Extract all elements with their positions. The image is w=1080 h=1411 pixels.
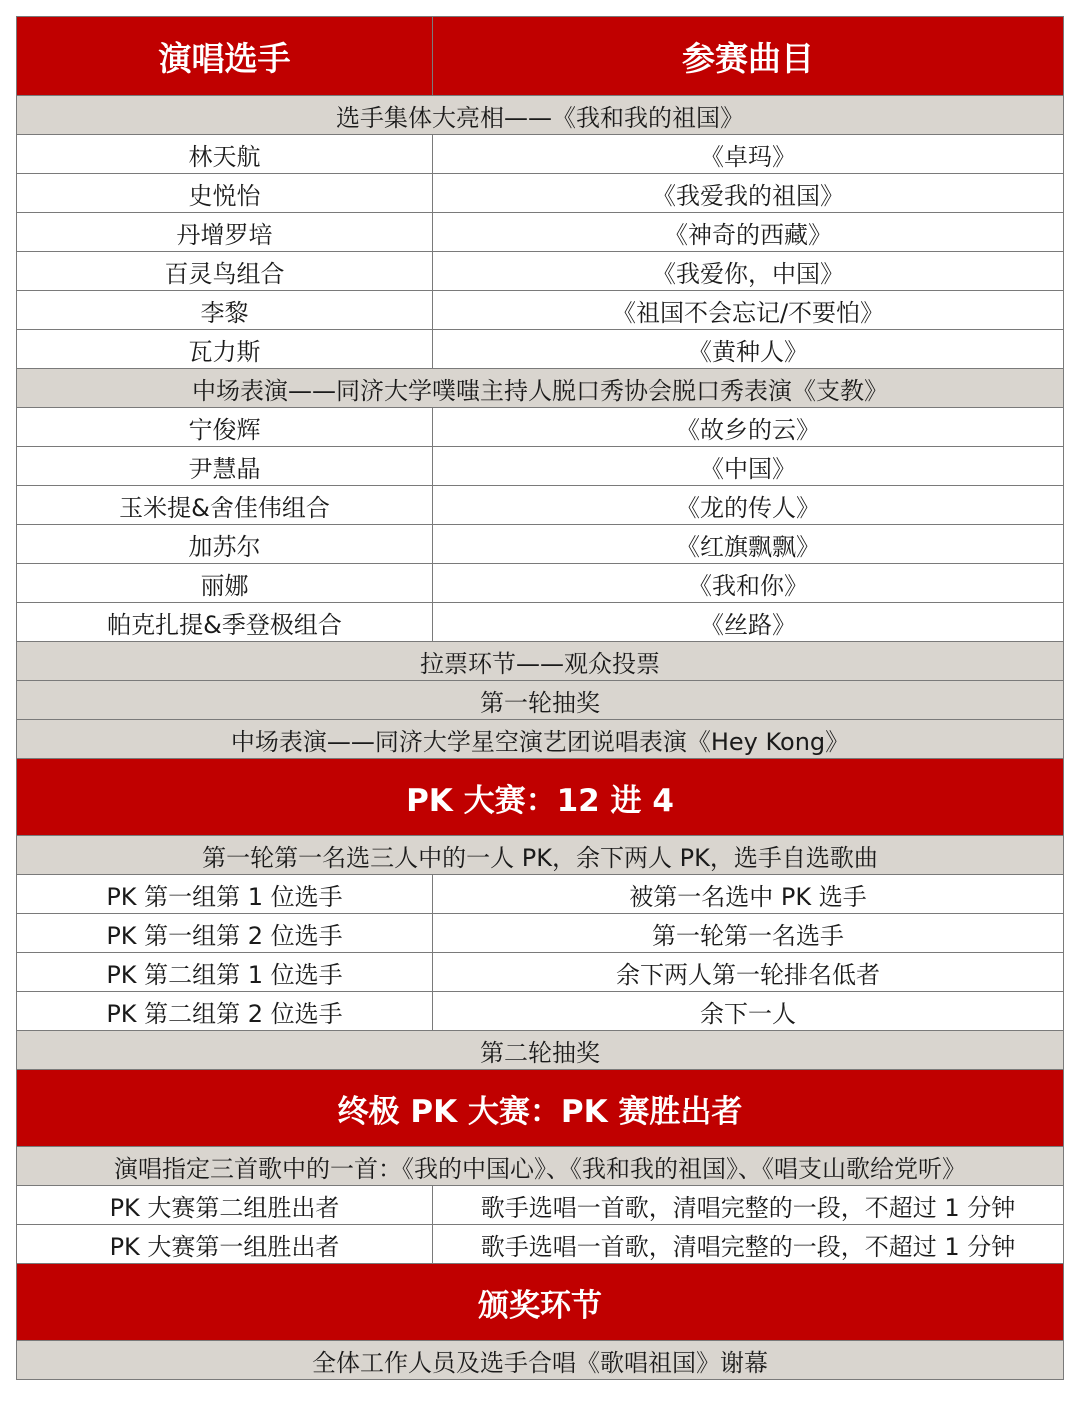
song-cell: 《神奇的西藏》 <box>433 213 1064 252</box>
segment-text: 演唱指定三首歌中的一首：《我的中国心》、《我和我的祖国》、《唱支山歌给党听》 <box>17 1147 1064 1186</box>
segment-text: 中场表演——同济大学星空演艺团说唱表演《Hey Kong》 <box>17 720 1064 759</box>
song-cell: 第一轮第一名选手 <box>433 914 1064 953</box>
table-row <box>17 525 1064 564</box>
segment-row <box>17 720 1064 759</box>
table-row <box>17 953 1064 992</box>
segment-text: 第一轮第一名选三人中的一人 PK，余下两人 PK，选手自选歌曲 <box>17 836 1064 875</box>
song-cell: 《红旗飘飘》 <box>433 525 1064 564</box>
table-row <box>17 486 1064 525</box>
segment-row <box>17 1147 1064 1186</box>
singer-cell: 百灵鸟组合 <box>17 252 433 291</box>
song-cell: 《黄种人》 <box>433 330 1064 369</box>
segment-row <box>17 369 1064 408</box>
song-cell: 《丝路》 <box>433 603 1064 642</box>
table-row <box>17 914 1064 953</box>
table-row <box>17 330 1064 369</box>
segment-row <box>17 642 1064 681</box>
song-cell: 余下两人第一轮排名低者 <box>433 953 1064 992</box>
singer-cell: PK 第二组第 2 位选手 <box>17 992 433 1031</box>
section-header-row <box>17 1070 1064 1147</box>
segment-text: 中场表演——同济大学噗嗤主持人脱口秀协会脱口秀表演《支教》 <box>17 369 1064 408</box>
singer-cell: 尹慧晶 <box>17 447 433 486</box>
song-cell: 余下一人 <box>433 992 1064 1031</box>
song-cell: 《祖国不会忘记/不要怕》 <box>433 291 1064 330</box>
singer-cell: 林天航 <box>17 135 433 174</box>
singer-cell: 宁俊辉 <box>17 408 433 447</box>
singer-cell: PK 大赛第二组胜出者 <box>17 1186 433 1225</box>
song-cell: 歌手选唱一首歌，清唱完整的一段，不超过 1 分钟 <box>433 1225 1064 1264</box>
table-row <box>17 408 1064 447</box>
section-header-row <box>17 759 1064 836</box>
section-header-row <box>17 1264 1064 1341</box>
section-title: 终极 PK 大赛：PK 赛胜出者 <box>17 1070 1064 1147</box>
segment-row <box>17 1031 1064 1070</box>
singer-cell: PK 第一组第 1 位选手 <box>17 875 433 914</box>
program-table <box>16 16 1064 1380</box>
singer-cell: 丹增罗培 <box>17 213 433 252</box>
header-singer: 演唱选手 <box>17 17 433 96</box>
segment-text: 拉票环节——观众投票 <box>17 642 1064 681</box>
segment-row <box>17 1341 1064 1380</box>
segment-text: 选手集体大亮相——《我和我的祖国》 <box>17 96 1064 135</box>
song-cell: 歌手选唱一首歌，清唱完整的一段，不超过 1 分钟 <box>433 1186 1064 1225</box>
singer-cell: PK 第二组第 1 位选手 <box>17 953 433 992</box>
singer-cell: 玉米提&舍佳伟组合 <box>17 486 433 525</box>
song-cell: 被第一名选中 PK 选手 <box>433 875 1064 914</box>
table-header <box>17 17 1064 96</box>
table-row <box>17 135 1064 174</box>
header-song: 参赛曲目 <box>433 17 1064 96</box>
singer-cell: PK 第一组第 2 位选手 <box>17 914 433 953</box>
singer-cell: 丽娜 <box>17 564 433 603</box>
segment-row <box>17 836 1064 875</box>
section-title: 颁奖环节 <box>17 1264 1064 1341</box>
table-row <box>17 447 1064 486</box>
segment-text: 第二轮抽奖 <box>17 1031 1064 1070</box>
segment-row <box>17 681 1064 720</box>
singer-cell: 李黎 <box>17 291 433 330</box>
section-title: PK 大赛：12 进 4 <box>17 759 1064 836</box>
song-cell: 《我爱我的祖国》 <box>433 174 1064 213</box>
song-cell: 《故乡的云》 <box>433 408 1064 447</box>
segment-row <box>17 96 1064 135</box>
song-cell: 《我爱你，中国》 <box>433 252 1064 291</box>
singer-cell: 加苏尔 <box>17 525 433 564</box>
song-cell: 《卓玛》 <box>433 135 1064 174</box>
table-row <box>17 291 1064 330</box>
song-cell: 《我和你》 <box>433 564 1064 603</box>
table-row <box>17 174 1064 213</box>
table-row <box>17 875 1064 914</box>
song-cell: 《龙的传人》 <box>433 486 1064 525</box>
table-row <box>17 1186 1064 1225</box>
table-row <box>17 564 1064 603</box>
segment-text: 全体工作人员及选手合唱《歌唱祖国》谢幕 <box>17 1341 1064 1380</box>
table-row <box>17 1225 1064 1264</box>
segment-text: 第一轮抽奖 <box>17 681 1064 720</box>
table-row <box>17 252 1064 291</box>
singer-cell: 帕克扎提&季登极组合 <box>17 603 433 642</box>
singer-cell: 瓦力斯 <box>17 330 433 369</box>
table-row <box>17 992 1064 1031</box>
song-cell: 《中国》 <box>433 447 1064 486</box>
singer-cell: 史悦怡 <box>17 174 433 213</box>
singer-cell: PK 大赛第一组胜出者 <box>17 1225 433 1264</box>
table-row <box>17 603 1064 642</box>
table-row <box>17 213 1064 252</box>
